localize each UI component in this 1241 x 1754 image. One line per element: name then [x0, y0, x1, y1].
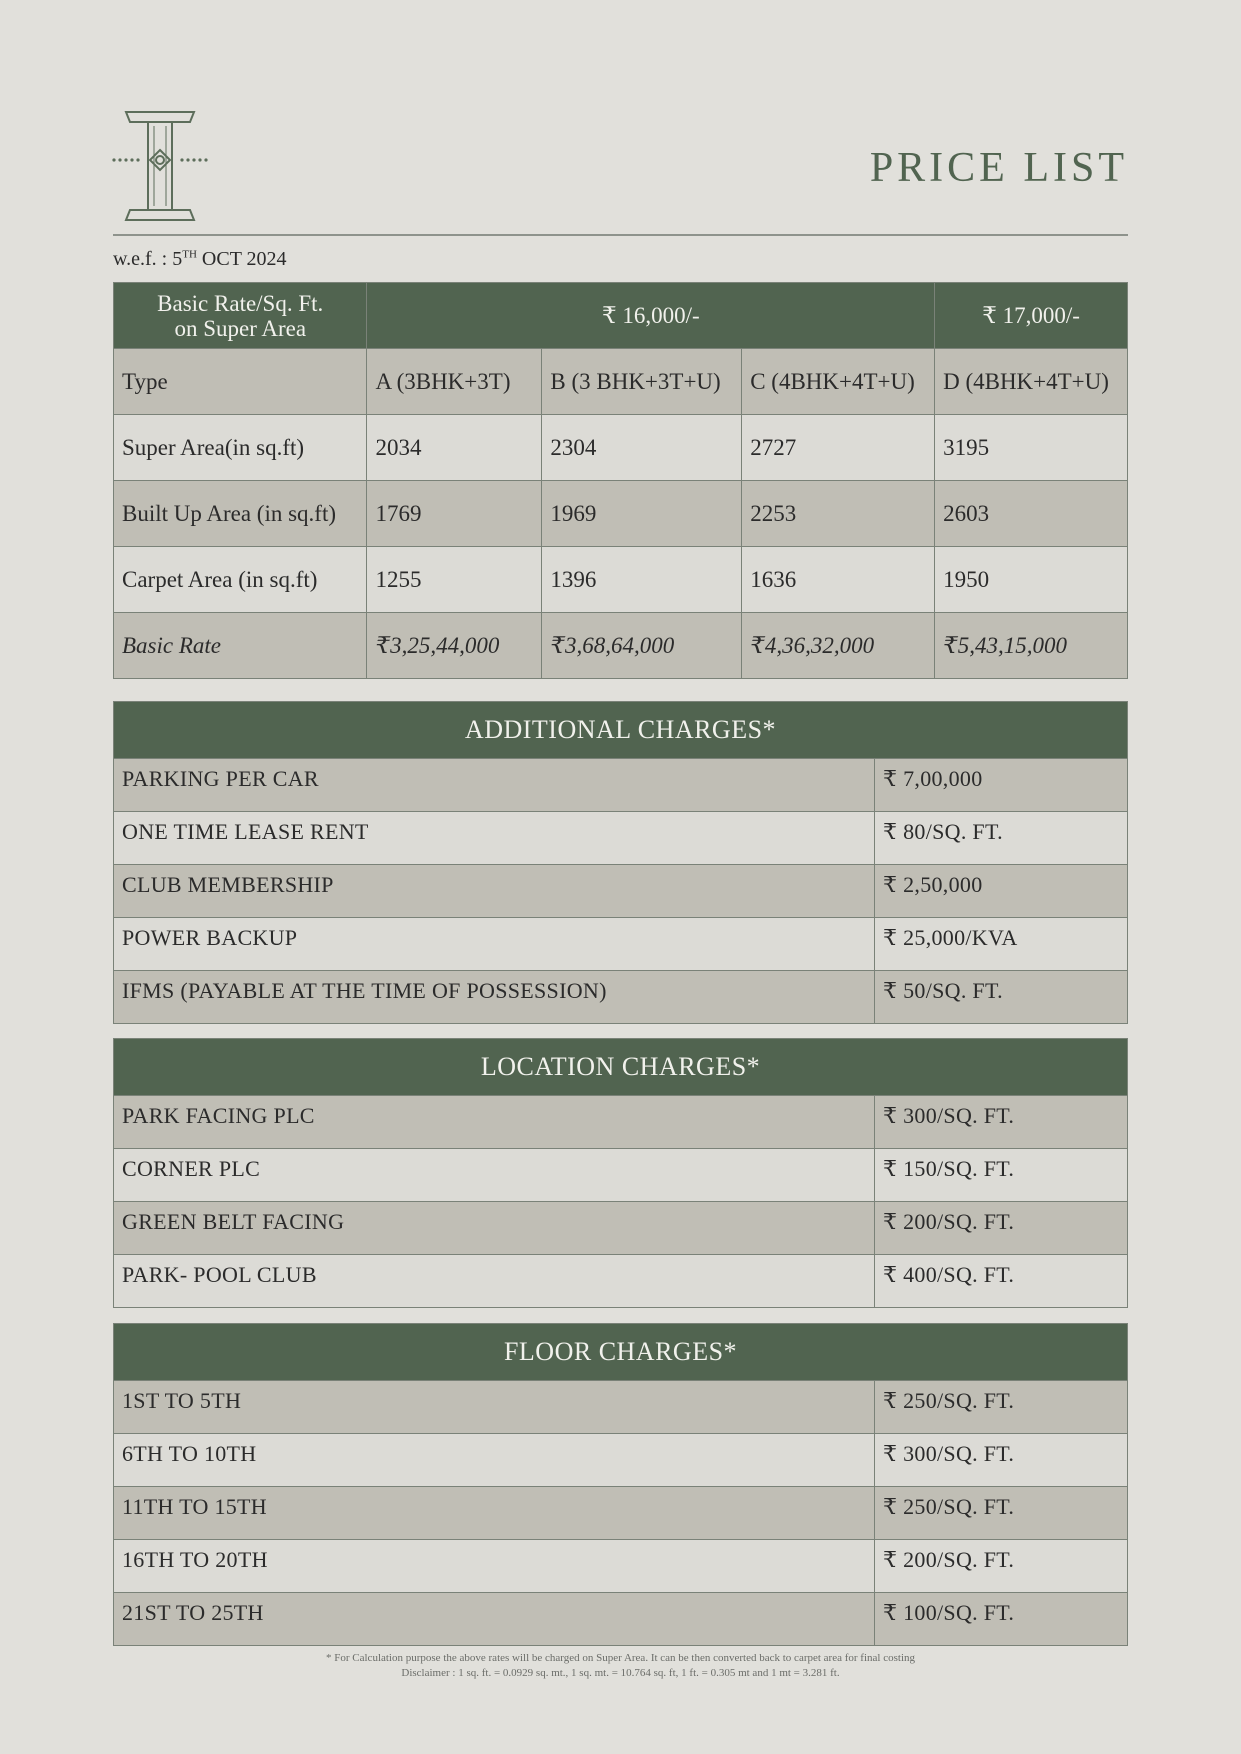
- charge-value: ₹ 300/SQ. FT.: [875, 1096, 1128, 1149]
- cell: A (3BHK+3T): [367, 349, 542, 415]
- cell: ₹4,36,32,000: [742, 613, 935, 679]
- cell: C (4BHK+4T+U): [742, 349, 935, 415]
- table-row: [114, 415, 1128, 481]
- table-row: [114, 1434, 1128, 1487]
- cell: ₹3,25,44,000: [367, 613, 542, 679]
- charge-value: ₹ 250/SQ. FT.: [875, 1487, 1128, 1540]
- charge-value: ₹ 200/SQ. FT.: [875, 1540, 1128, 1593]
- charge-label: 16TH TO 20TH: [114, 1540, 875, 1593]
- table-row: [114, 759, 1128, 812]
- cell: 3195: [935, 415, 1128, 481]
- price-table-header: [114, 283, 1128, 349]
- effective-date-prefix: w.e.f. : 5: [113, 248, 183, 270]
- row-label: Type: [114, 349, 367, 415]
- cell: 1636: [742, 547, 935, 613]
- table-row: [114, 1096, 1128, 1149]
- charge-value: ₹ 150/SQ. FT.: [875, 1149, 1128, 1202]
- effective-date: [113, 248, 287, 271]
- row-label: Carpet Area (in sq.ft): [114, 547, 367, 613]
- charge-label: CORNER PLC: [114, 1149, 875, 1202]
- table-row: [114, 1255, 1128, 1308]
- charge-label: ONE TIME LEASE RENT: [114, 812, 875, 865]
- table-row: [114, 865, 1128, 918]
- charge-value: ₹ 7,00,000: [875, 759, 1128, 812]
- location-charges-table: [113, 1038, 1128, 1308]
- table-row: [114, 613, 1128, 679]
- effective-date-suffix: OCT 2024: [196, 248, 287, 270]
- charge-value: ₹ 250/SQ. FT.: [875, 1381, 1128, 1434]
- charge-value: ₹ 25,000/KVA: [875, 918, 1128, 971]
- additional-charges-title: ADDITIONAL CHARGES*: [114, 702, 1128, 759]
- charge-label: GREEN BELT FACING: [114, 1202, 875, 1255]
- charge-value: ₹ 50/SQ. FT.: [875, 971, 1128, 1024]
- header-divider: [113, 234, 1128, 236]
- table-row: [114, 547, 1128, 613]
- charge-label: 6TH TO 10TH: [114, 1434, 875, 1487]
- location-charges-title: LOCATION CHARGES*: [114, 1039, 1128, 1096]
- monogram-logo: [110, 108, 214, 224]
- floor-charges-table: [113, 1323, 1128, 1646]
- charge-label: CLUB MEMBERSHIP: [114, 865, 875, 918]
- table-row: [114, 1487, 1128, 1540]
- rate-d: ₹ 17,000/-: [935, 283, 1128, 349]
- page-title: PRICE LIST: [869, 145, 1128, 191]
- basic-rate-label-line1: Basic Rate/Sq. Ft.: [157, 290, 324, 316]
- charge-label: 21ST TO 25TH: [114, 1593, 875, 1646]
- cell: 2253: [742, 481, 935, 547]
- table-row: [114, 1202, 1128, 1255]
- effective-date-superscript: TH: [182, 248, 197, 261]
- floor-charges-title: FLOOR CHARGES*: [114, 1324, 1128, 1381]
- charge-label: POWER BACKUP: [114, 918, 875, 971]
- disclaimer: Disclaimer : 1 sq. ft. = 0.0929 sq. mt., 1 sq. mt. = 10.764 sq. ft, 1 ft. = 0.305 mt and 1 mt = 3.281 ft.: [401, 1667, 840, 1679]
- basic-rate-label-line2: on Super Area: [174, 315, 307, 341]
- table-row: [114, 1149, 1128, 1202]
- cell: 1950: [935, 547, 1128, 613]
- charge-value: ₹ 300/SQ. FT.: [875, 1434, 1128, 1487]
- charge-value: ₹ 80/SQ. FT.: [875, 812, 1128, 865]
- table-row: [114, 918, 1128, 971]
- price-table: [113, 282, 1128, 679]
- charge-label: 1ST TO 5TH: [114, 1381, 875, 1434]
- cell: 2304: [542, 415, 742, 481]
- charge-label: 11TH TO 15TH: [114, 1487, 875, 1540]
- table-row: [114, 349, 1128, 415]
- cell: ₹3,68,64,000: [542, 613, 742, 679]
- cell: D (4BHK+4T+U): [935, 349, 1128, 415]
- cell: 1396: [542, 547, 742, 613]
- table-row: [114, 971, 1128, 1024]
- rate-abc: ₹ 16,000/-: [367, 283, 935, 349]
- table-row: [114, 1593, 1128, 1646]
- charge-label: PARK FACING PLC: [114, 1096, 875, 1149]
- charge-value: ₹ 100/SQ. FT.: [875, 1593, 1128, 1646]
- row-label: Basic Rate: [114, 613, 367, 679]
- additional-charges-table: [113, 701, 1128, 1024]
- calculation-footnote: * For Calculation purpose the above rates will be charged on Super Area. It can be then converted back to carpet area for final costing: [326, 1652, 915, 1664]
- table-row: [114, 1540, 1128, 1593]
- row-label: Super Area(in sq.ft): [114, 415, 367, 481]
- charge-label: PARK- POOL CLUB: [114, 1255, 875, 1308]
- cell: 1769: [367, 481, 542, 547]
- basic-rate-label: [114, 283, 367, 349]
- charge-label: IFMS (PAYABLE AT THE TIME OF POSSESSION): [114, 971, 875, 1024]
- charge-value: ₹ 2,50,000: [875, 865, 1128, 918]
- cell: 1255: [367, 547, 542, 613]
- cell: 2034: [367, 415, 542, 481]
- table-row: [114, 812, 1128, 865]
- cell: 1969: [542, 481, 742, 547]
- cell: 2603: [935, 481, 1128, 547]
- cell: B (3 BHK+3T+U): [542, 349, 742, 415]
- cell: ₹5,43,15,000: [935, 613, 1128, 679]
- table-row: [114, 1381, 1128, 1434]
- charge-label: PARKING PER CAR: [114, 759, 875, 812]
- cell: 2727: [742, 415, 935, 481]
- row-label: Built Up Area (in sq.ft): [114, 481, 367, 547]
- charge-value: ₹ 400/SQ. FT.: [875, 1255, 1128, 1308]
- table-row: [114, 481, 1128, 547]
- charge-value: ₹ 200/SQ. FT.: [875, 1202, 1128, 1255]
